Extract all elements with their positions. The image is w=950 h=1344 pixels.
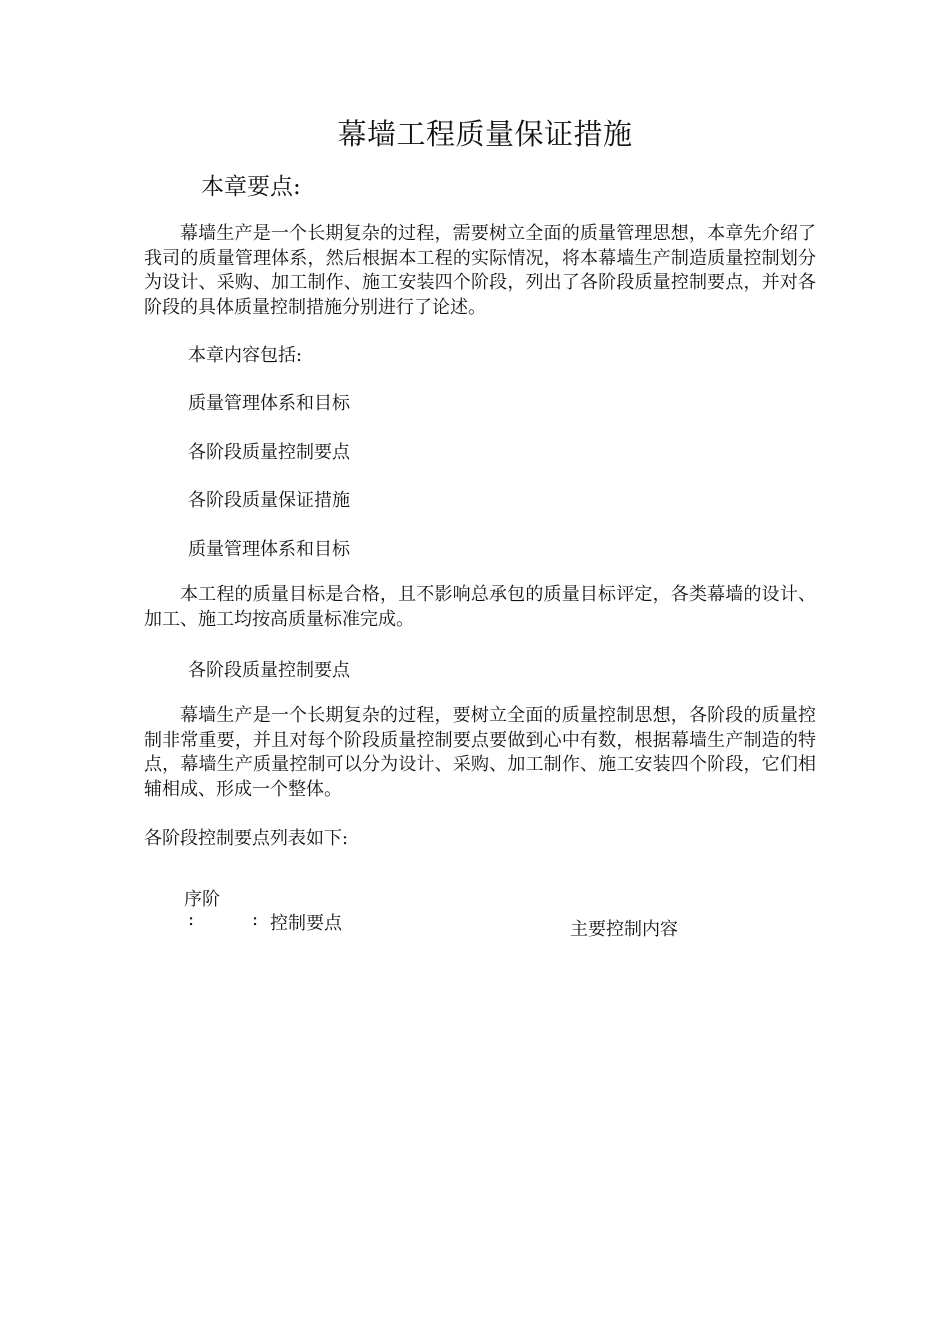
table-header-main-content: 主要控制内容	[570, 919, 678, 940]
contents-item-2: 各阶段质量控制要点	[188, 442, 350, 463]
document-title: 幕墙工程质量保证措施	[337, 117, 633, 151]
table-header-col1-colon: :	[188, 909, 195, 930]
table-header-col1-top: 序阶	[184, 889, 220, 910]
contents-item-1: 质量管理体系和目标	[188, 393, 350, 414]
intro-paragraph: 幕墙生产是一个长期复杂的过程，需要树立全面的质量管理思想，本章先介绍了我司的质量管理体系，然后根据本工程的实际情况，将本幕墙生产制造质量控制划分为设计、采购、加工制作、施工安装四个阶段，列出了各阶段质量控制要点，并对各阶段的具体质量控制措施分别进行了论述。	[144, 223, 816, 318]
section1-paragraph: 本工程的质量目标是合格，且不影响总承包的质量目标评定，各类幕墙的设计、加工、施工均按高质量标准完成。	[144, 584, 816, 630]
table-header-col2-colon: :	[252, 909, 259, 930]
table-header-control-points: 控制要点	[270, 913, 342, 934]
contents-heading: 本章内容包括:	[188, 345, 303, 366]
section2-paragraph: 幕墙生产是一个长期复杂的过程，要树立全面的质量控制思想，各阶段的质量控制非常重要，并且对每个阶段质量控制要点要做到心中有数，根据幕墙生产制造的特点，幕墙生产质量控制可以分为设计、采购、加工制作、施工安装四个阶段，它们相辅相成、形成一个整体。	[144, 705, 816, 800]
section1-heading: 质量管理体系和目标	[188, 539, 350, 560]
table-intro: 各阶段控制要点列表如下:	[144, 828, 349, 849]
contents-item-3: 各阶段质量保证措施	[188, 490, 350, 511]
chapter-subtitle: 本章要点:	[201, 174, 301, 200]
section2-heading: 各阶段质量控制要点	[188, 660, 350, 681]
